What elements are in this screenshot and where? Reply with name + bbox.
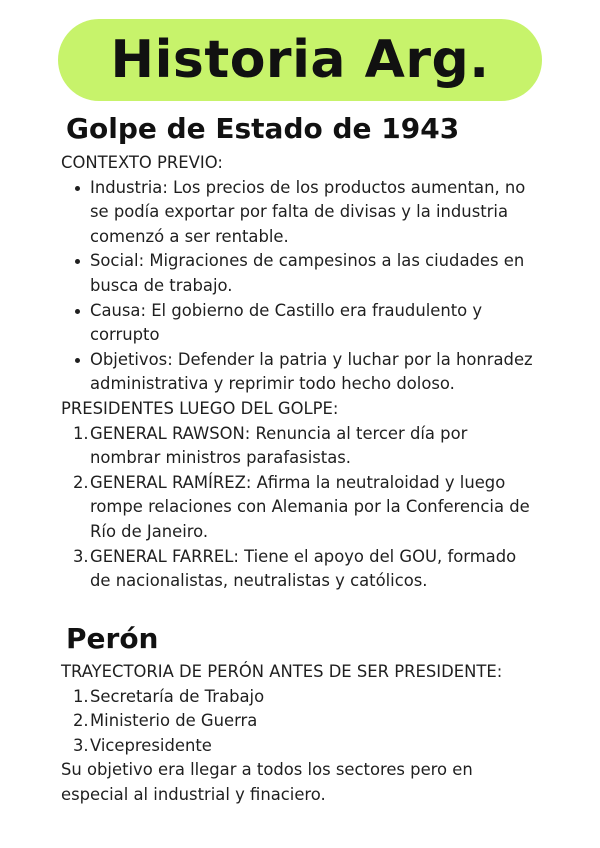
list-item-industria: Industria: Los precios de los productos aumentan, no se podía exportar por falta de divisas y la industria comenzó a ser rentable. <box>61 176 541 250</box>
golpe-section-body <box>61 151 541 594</box>
list-number: 2. <box>73 711 89 731</box>
presidentes-label: PRESIDENTES LUEGO DEL GOLPE: <box>61 398 339 418</box>
list-item-ramirez <box>61 471 541 545</box>
trayectoria-label: TRAYECTORIA DE PERÓN ANTES DE SER PRESIDENTE: <box>61 662 503 681</box>
list-item-text: Secretaría de Trabajo <box>90 686 265 706</box>
list-item-text: GENERAL RAMÍREZ: Afirma la neutraloidad y luego rompe relaciones con Alemania por la Conferencia de Río de Janeiro. <box>90 472 530 541</box>
presidentes-list <box>61 422 541 594</box>
list-item-secretaria <box>61 685 541 710</box>
title-banner <box>58 19 542 101</box>
list-number: 1. <box>73 686 89 706</box>
objetivo-paragraph: Su objetivo era llegar a todos los sectores pero en especial al industrial y finaciero. <box>61 760 473 804</box>
list-item-text: GENERAL FARREL: Tiene el apoyo del GOU, formado de nacionalistas, neutralistas y católicos. <box>90 546 517 591</box>
list-item-text: GENERAL RAWSON: Renuncia al tercer día por nombrar ministros parafasistas. <box>90 423 468 468</box>
page-title: Historia Arg. <box>110 30 490 90</box>
contexto-previo-label: CONTEXTO PREVIO: <box>61 153 223 172</box>
list-item-farrel <box>61 545 541 594</box>
list-item-ministerio <box>61 709 541 734</box>
list-number: 1. <box>73 423 89 443</box>
list-item-social: Social: Migraciones de campesinos a las ciudades en busca de trabajo. <box>61 249 541 298</box>
section-heading-golpe: Golpe de Estado de 1943 <box>66 112 460 145</box>
list-item-vicepresidente <box>61 734 541 759</box>
contexto-previo-list <box>61 176 541 397</box>
trayectoria-list <box>61 685 541 759</box>
peron-section-body <box>61 660 541 808</box>
section-heading-peron: Perón <box>66 622 159 655</box>
list-number: 3. <box>73 546 89 566</box>
list-number: 3. <box>73 735 89 755</box>
list-item-text: Ministerio de Guerra <box>90 711 258 731</box>
list-item-objetivos: Objetivos: Defender la patria y luchar por la honradez administrativa y reprimir todo hecho doloso. <box>61 348 541 397</box>
list-item-text: Vicepresidente <box>90 735 212 755</box>
list-item-causa: Causa: El gobierno de Castillo era fraudulento y corrupto <box>61 299 541 348</box>
list-number: 2. <box>73 472 89 492</box>
list-item-rawson <box>61 422 541 471</box>
